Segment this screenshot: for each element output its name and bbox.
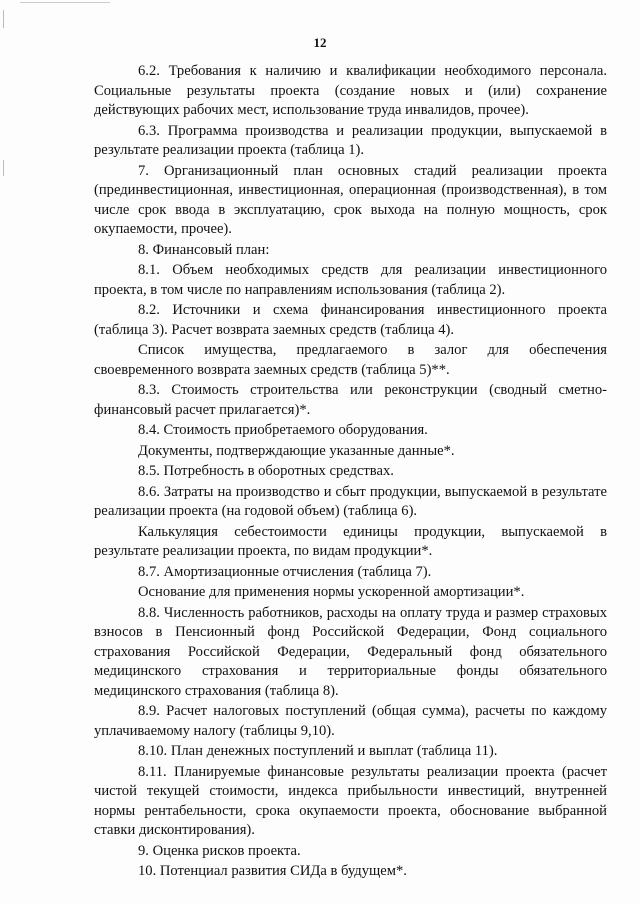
paragraph: 8.2. Источники и схема финансирования инвестиционного проекта (таблица 3). Расчет возврата заемных средств (таблица 4).: [94, 302, 607, 338]
paragraph: 8.10. План денежных поступлений и выплат (таблица 11).: [138, 743, 498, 759]
paragraph: Список имущества, предлагаемого в залог для обеспечения своевременного возврата заемных средств (таблица 5)**.: [94, 342, 607, 378]
paragraph: 8. Финансовый план:: [138, 241, 270, 258]
paragraph: 8.7. Амортизационные отчисления (таблица 7).: [138, 563, 432, 580]
paragraph: 8.3. Стоимость строительства или реконструкции (сводный сметно-финансовый расчет прилагается)*.: [94, 382, 607, 418]
paragraph: 8.9. Расчет налоговых поступлений (общая сумма), расчеты по каждому уплачиваемому налогу (таблицы 9,10).: [94, 703, 607, 739]
paragraph: 8.11. Планируемые финансовые результаты реализации проекта (расчет чистой текущей стоимости, индекса прибыльности инвестиций, внутренней нормы рентабельности, срока окупаемости проекта, обоснование выбранной ставки дисконтирования).: [94, 763, 607, 838]
paragraph: Основание для применения нормы ускоренной амортизации*.: [138, 584, 525, 600]
paragraph: 8.4. Стоимость приобретаемого оборудования.: [138, 422, 428, 438]
paragraph: 8.5. Потребность в оборотных средствах.: [138, 463, 394, 479]
paragraph: 8.1. Объем необходимых средств для реализации инвестиционного проекта, в том числе по направлениям использования (таблица 2).: [94, 262, 607, 298]
paragraph: 10. Потенциал развития СИДа в будущем*.: [138, 863, 407, 879]
paragraph: 7. Организационный план основных стадий реализации проекта (прединвестиционная, инвестиционная, операционная (производственная), в том числе срок ввода в эксплуатацию, срок выхода на полную мощность, срок окупаемости, прочее).: [94, 162, 607, 237]
paragraph: 9. Оценка рисков проекта.: [138, 842, 301, 859]
paragraph: Калькуляция себестоимости единицы продукции, выпускаемой в результате реализации проекта, по видам продукции*.: [94, 523, 607, 559]
scan-artifact-left: [3, 10, 4, 28]
scan-artifact-top: [20, 2, 110, 3]
paragraph: 8.8. Численность работников, расходы на оплату труда и размер страховых взносов в Пенсионный фонд Российской Федерации, Фонд социального страхования Российской Федерации, Федеральный фонд обязательного медицинского страхования и территориальные фонды обязательного медицинского страхования (таблица 8).: [94, 604, 607, 699]
paragraph: Документы, подтверждающие указанные данные*.: [138, 442, 455, 459]
paragraph: 8.6. Затраты на производство и сбыт продукции, выпускаемой в результате реализации проекта (на годовой объем) (таблица 6).: [94, 483, 607, 519]
page-number: 12: [313, 35, 327, 50]
paragraph: 6.3. Программа производства и реализации продукции, выпускаемой в результате реализации проекта (таблица 1).: [94, 122, 607, 158]
scan-artifact-left: [3, 160, 4, 176]
paragraph: 6.2. Требования к наличию и квалификации необходимого персонала. Социальные результаты проекта (создание новых и (или) сохранение действующих рабочих мест, использование труда инвалидов, прочее).: [94, 63, 607, 118]
document-body: [94, 62, 607, 883]
